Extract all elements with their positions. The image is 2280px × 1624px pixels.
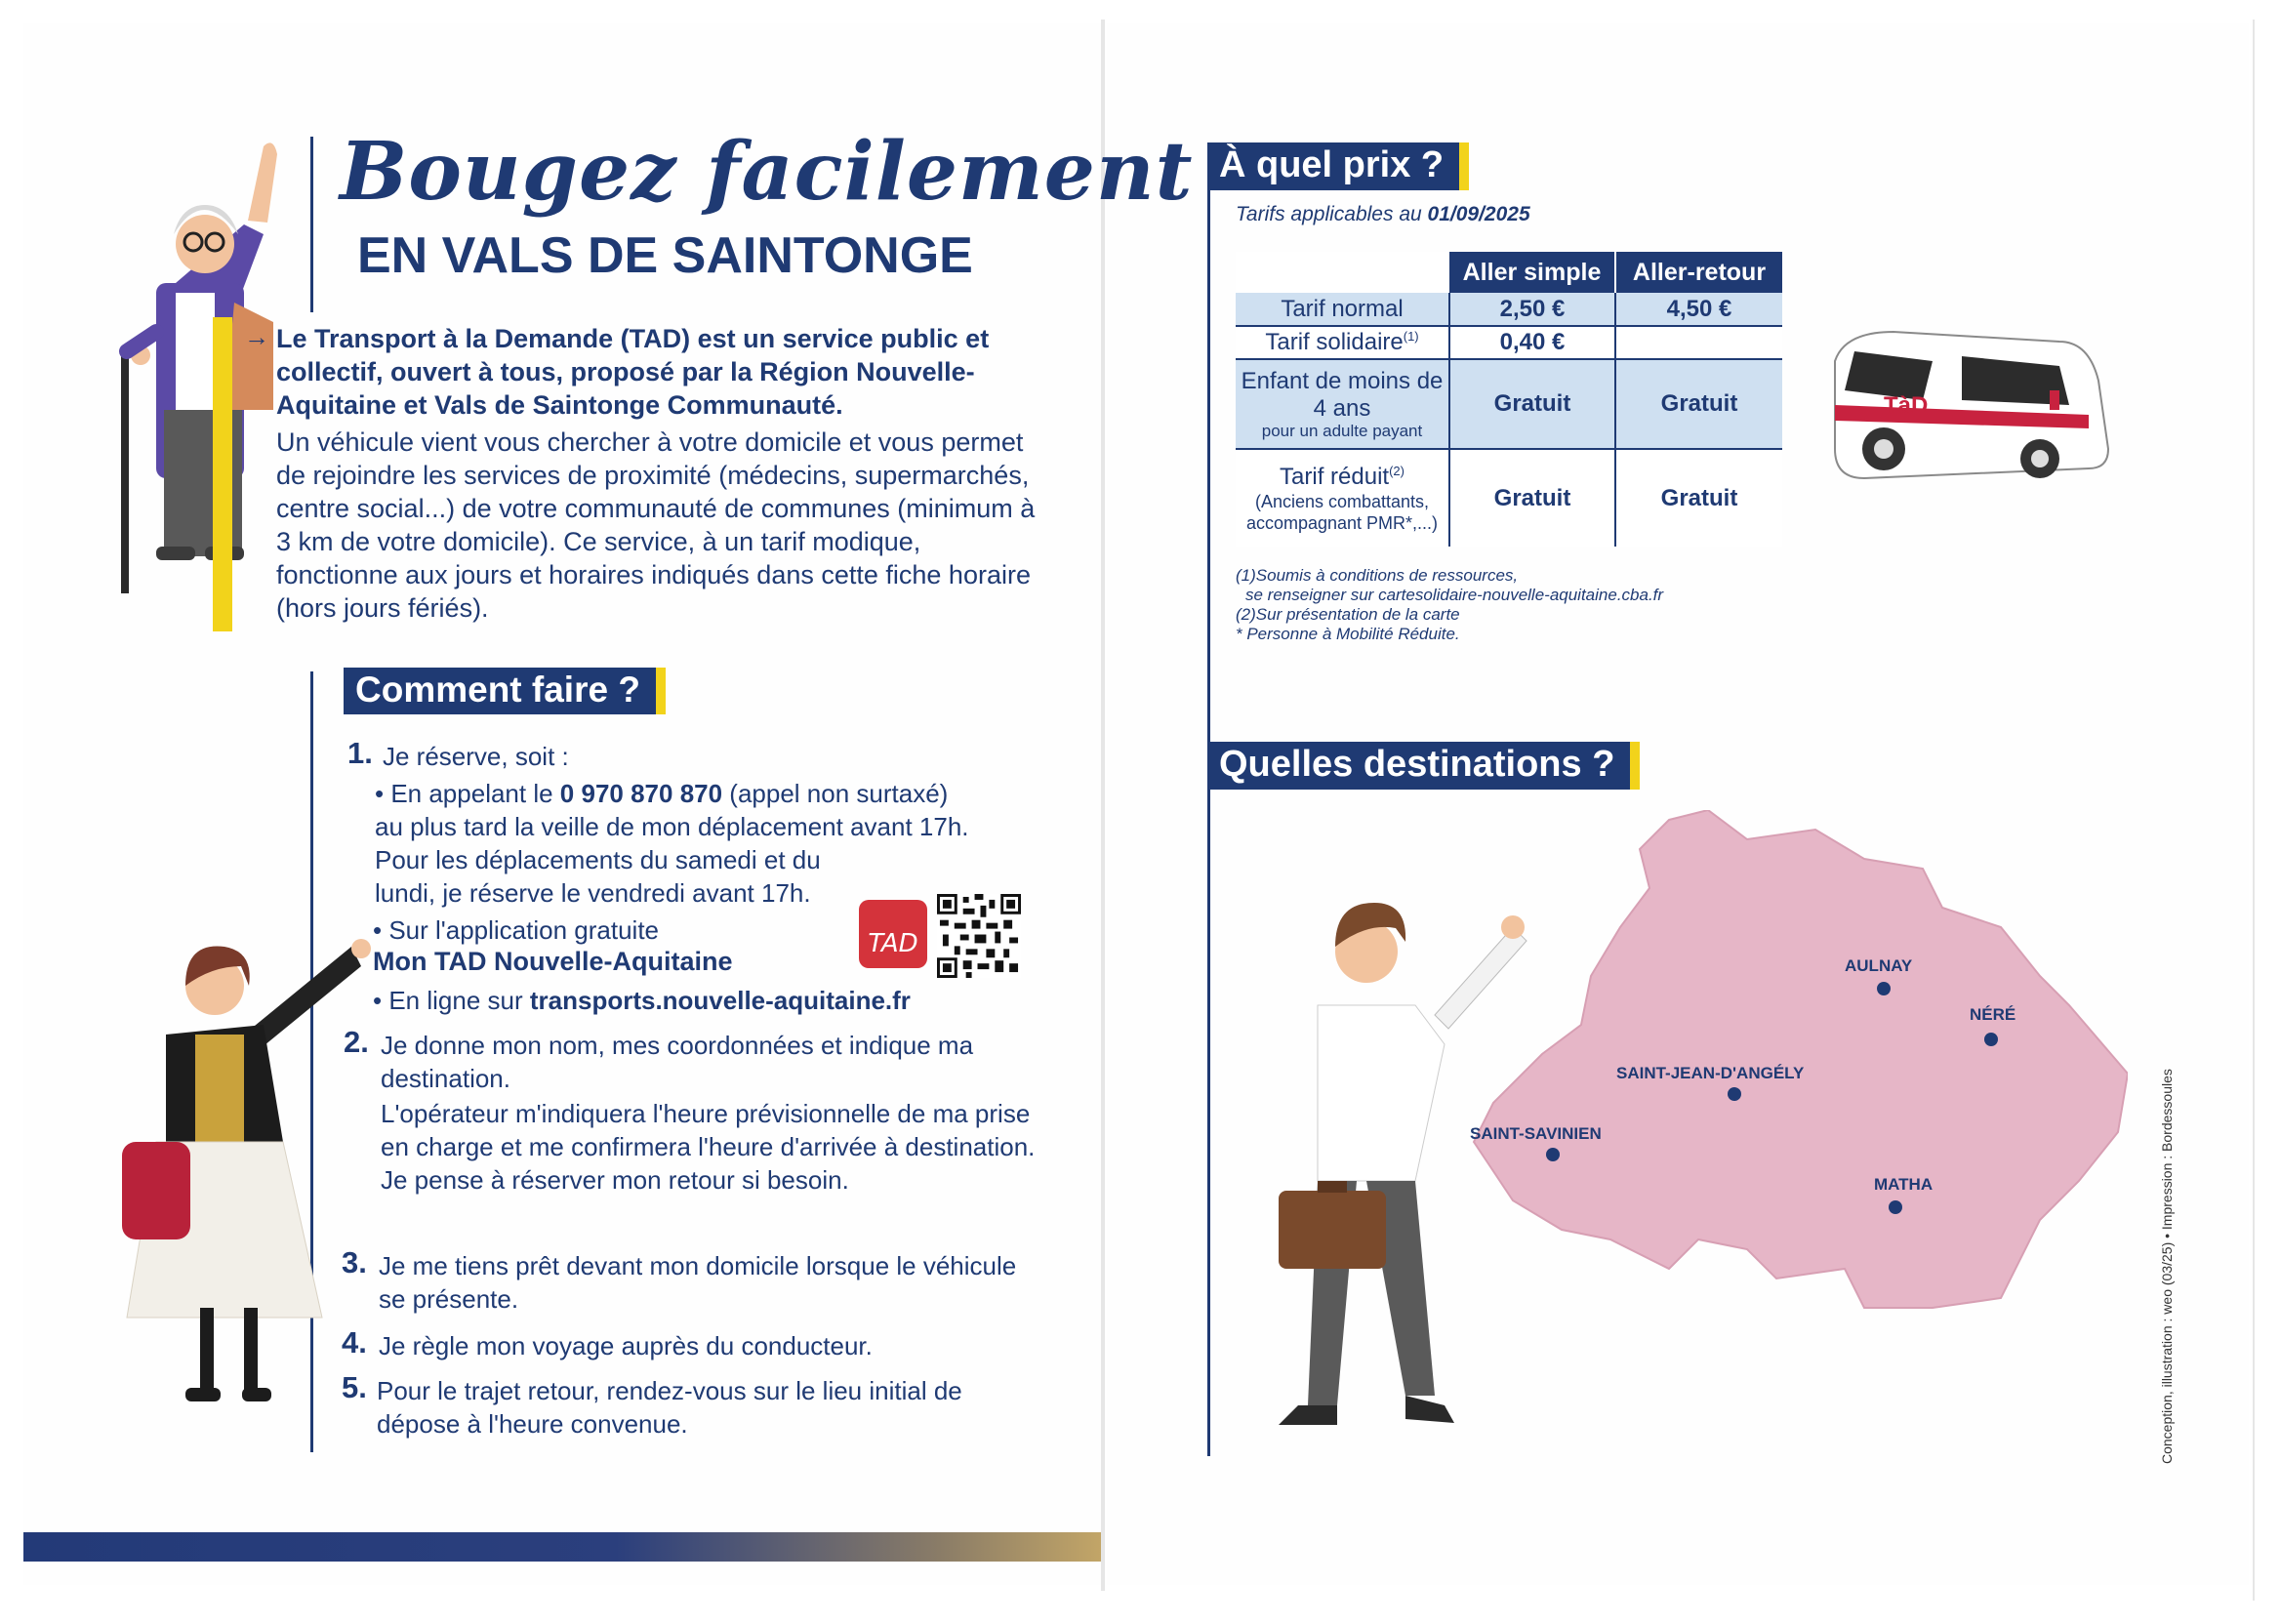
table-row xyxy=(1236,326,1782,359)
header-aller-simple: Aller simple xyxy=(1449,252,1615,293)
step-4-text: Je règle mon voyage auprès du conducteur. xyxy=(379,1331,873,1360)
table-row xyxy=(1236,449,1782,547)
town-label-saint-savinien: SAINT-SAVINIEN xyxy=(1470,1124,1602,1143)
table-corner xyxy=(1236,252,1449,293)
solidaire-simple: 0,40 € xyxy=(1449,326,1615,359)
step-1-line2: au plus tard la veille de mon déplacement avant 17h. xyxy=(375,812,969,841)
step-2-text-b: L'opérateur m'indiquera l'heure prévisionnelle de ma prise en charge et me confirmera l'heure d'arrivée à destination. Je pense à réserver mon retour si besoin. xyxy=(381,1099,1036,1195)
step-1-phone-line xyxy=(375,777,948,810)
step-2-number: 2. xyxy=(344,1025,369,1059)
solidaire-label: Tarif solidaire xyxy=(1265,329,1404,355)
reduit-retour: Gratuit xyxy=(1615,449,1782,547)
phone-prefix: • En appelant le xyxy=(375,779,560,808)
town-dot-saint-savinien xyxy=(1546,1148,1560,1161)
reduit-sup: (2) xyxy=(1389,463,1405,478)
enfant-simple: Gratuit xyxy=(1449,359,1615,449)
step-1-web-line xyxy=(373,984,911,1017)
solidaire-sup: (1) xyxy=(1403,329,1419,344)
town-dot-aulnay xyxy=(1877,982,1891,995)
solidaire-retour xyxy=(1615,326,1782,359)
header-aller-retour: Aller-retour xyxy=(1615,252,1782,293)
price-subtitle-text: Tarifs applicables au xyxy=(1236,203,1428,225)
phone-suffix: (appel non surtaxé) xyxy=(722,779,949,808)
town-label-saint-jean: SAINT-JEAN-D'ANGÉLY xyxy=(1616,1064,1805,1082)
web-prefix: • En ligne sur xyxy=(373,986,530,1015)
town-dot-saint-jean xyxy=(1728,1087,1741,1101)
website-link[interactable]: transports.nouvelle-aquitaine.fr xyxy=(529,986,911,1015)
bus-label: TàD xyxy=(1884,392,1929,419)
row-label-enfant xyxy=(1236,359,1449,449)
normal-simple: 2,50 € xyxy=(1449,293,1615,326)
step-1-line3: Pour les déplacements du samedi et du xyxy=(375,845,821,874)
town-dot-matha xyxy=(1889,1200,1902,1214)
elderly-woman-illustration xyxy=(59,137,312,605)
price-heading: À quel prix ? xyxy=(1207,142,1469,190)
row-label-normal: Tarif normal xyxy=(1236,293,1449,326)
arrow-right-icon: → xyxy=(244,322,269,351)
price-footnotes xyxy=(1236,566,1663,644)
qr-code-icon[interactable] xyxy=(937,894,1021,978)
step-3-number: 3. xyxy=(342,1245,367,1279)
footnote-1b: se renseigner sur cartesolidaire-nouvelle-aquitaine.cba.fr xyxy=(1245,586,1664,604)
town-label-nere: NÉRÉ xyxy=(1970,1005,2016,1024)
intro-bold-text: Le Transport à la Demande (TAD) est un service public et collectif, ouvert à tous, proposé par la Région Nouvelle-Aquitaine et Vals de Saintonge Communauté. xyxy=(276,324,990,420)
step-5-number: 5. xyxy=(342,1370,367,1404)
step-1-number: 1. xyxy=(347,736,373,770)
intro-yellow-bar xyxy=(213,317,232,631)
credit-text: Conception, illustration : weo (03/25) • Impression : Bordessoules xyxy=(2159,1069,2175,1464)
town-dot-nere xyxy=(1984,1033,1998,1046)
step-1-title: Je réserve, soit : xyxy=(383,742,569,771)
reduit-label: Tarif réduit xyxy=(1280,463,1390,490)
phone-number[interactable]: 0 970 870 870 xyxy=(559,779,723,808)
tad-bus-illustration xyxy=(1815,322,2128,498)
row-label-solidaire xyxy=(1236,326,1449,359)
right-divider xyxy=(1207,148,1210,1456)
page-subtitle: EN VALS DE SAINTONGE xyxy=(357,227,973,284)
footnote-2: (2)Sur présentation de la carte xyxy=(1236,605,1460,624)
step-3-text: Je me tiens prêt devant mon domicile lorsque le véhicule se présente. xyxy=(379,1251,1017,1314)
reduit-simple: Gratuit xyxy=(1449,449,1615,547)
price-date: 01/09/2025 xyxy=(1427,203,1530,225)
page-edge xyxy=(2253,20,2255,1601)
price-subtitle xyxy=(1236,203,1530,226)
step-2-text: Je donne mon nom, mes coordonnées et indique ma destination. xyxy=(381,1031,974,1093)
how-to-heading: Comment faire ? xyxy=(344,668,666,714)
step-1-line4: lundi, je réserve le vendredi avant 17h. xyxy=(375,878,811,908)
footnote-1: (1)Soumis à conditions de ressources, xyxy=(1236,566,1519,585)
town-label-matha: MATHA xyxy=(1874,1175,1934,1194)
step-5-text: Pour le trajet retour, rendez-vous sur le lieu initial de dépose à l'heure convenue. xyxy=(377,1376,962,1439)
young-woman-illustration xyxy=(29,937,371,1444)
enfant-note: pour un adulte payant xyxy=(1261,422,1423,440)
normal-retour: 4,50 € xyxy=(1615,293,1782,326)
page-title: Bougez facilement xyxy=(340,125,1194,219)
app-name[interactable]: Mon TAD Nouvelle-Aquitaine xyxy=(373,947,733,976)
enfant-retour: Gratuit xyxy=(1615,359,1782,449)
price-table xyxy=(1236,252,1782,547)
footnote-3: * Personne à Mobilité Réduite. xyxy=(1236,625,1460,643)
step-1-app: • Sur l'application gratuite xyxy=(373,915,660,945)
enfant-label: Enfant de moins de 4 ans xyxy=(1241,368,1444,422)
page-fold xyxy=(1101,20,1105,1591)
row-label-reduit xyxy=(1236,449,1449,547)
title-divider xyxy=(310,137,313,312)
reduit-note: (Anciens combattants, accompagnant PMR*,...) xyxy=(1245,491,1439,533)
town-label-aulnay: AULNAY xyxy=(1845,956,1913,975)
step-4-number: 4. xyxy=(342,1325,367,1360)
bottom-color-band xyxy=(23,1532,1101,1562)
businessman-illustration xyxy=(1220,898,1532,1464)
table-row xyxy=(1236,293,1782,326)
table-row xyxy=(1236,359,1782,449)
intro-text: Un véhicule vient vous chercher à votre domicile et vous permet de rejoindre les services de proximité (médecins, supermarchés, centre social...) de votre communauté de communes (minimum à 3 km de votre domicile). Ce service, à un tarif modique, fonctionne aux jours et horaires indiqués dans cette fiche horaire (hors jours fériés). xyxy=(276,427,1036,623)
destinations-heading: Quelles destinations ? xyxy=(1207,742,1640,790)
tad-app-icon[interactable]: TAD xyxy=(859,900,927,968)
